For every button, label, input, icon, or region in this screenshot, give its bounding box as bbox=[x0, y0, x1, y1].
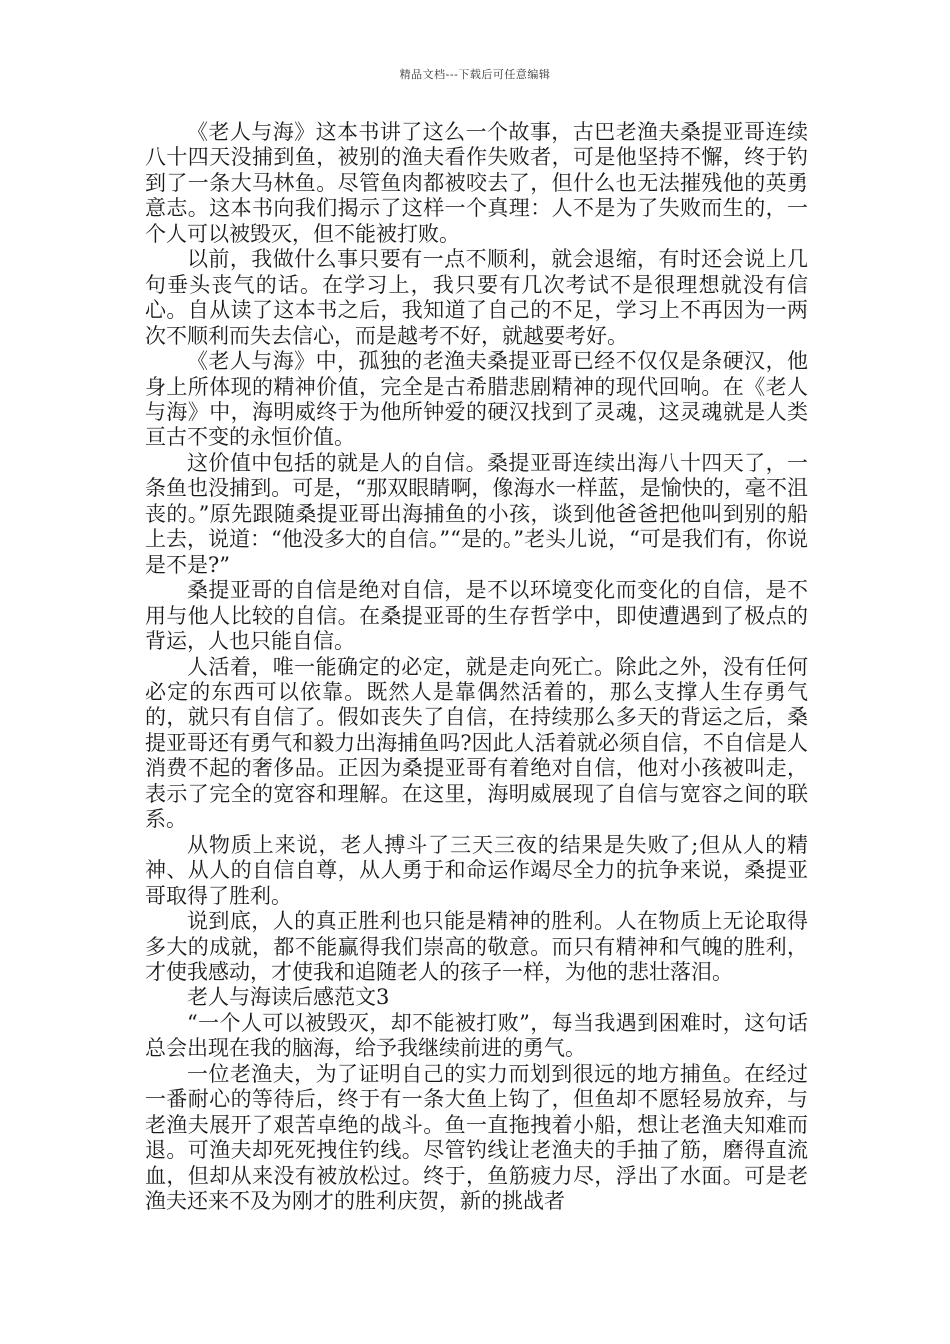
paragraph: 这价值中包括的就是人的自信。桑提亚哥连续出海八十四天了，一条鱼也没捕到。可是，“那双眼睛啊，像海水一样蓝，是愉快的，毫不沮丧的。”原先跟随桑提亚哥出海捕鱼的小孩，谈到他爸爸把他叫到别的船上去，说道：“他没多大的自信。”“是的。”老头儿说，“可是我们有，你说是不是?” bbox=[145, 450, 808, 577]
paragraph: 一位老渔夫，为了证明自己的实力而划到很远的地方捕鱼。在经过一番耐心的等待后，终于有一条大鱼上钩了，但鱼却不愿轻易放弃，与老渔夫展开了艰苦卓绝的战斗。鱼一直拖拽着小船，想让老渔夫知难而退。可渔夫却死死拽住钓线。尽管钓线让老渔夫的手抽了筋，磨得直流血，但却从来没有被放松过。终于，鱼筋疲力尽，浮出了水面。可是老渔夫还来不及为刚才的胜利庆贺，新的挑战者 bbox=[145, 1061, 808, 1214]
paragraph: 说到底，人的真正胜利也只能是精神的胜利。人在物质上无论取得多大的成就，都不能赢得我们崇高的敬意。而只有精神和气魄的胜利，才使我感动，才使我和追随老人的孩子一样，为他的悲壮落泪。 bbox=[145, 909, 808, 984]
document-body bbox=[145, 120, 808, 1214]
paragraph: “一个人可以被毁灭，却不能被打败”，每当我遇到困难时，这句话总会出现在我的脑海，给予我继续前进的勇气。 bbox=[145, 1010, 808, 1061]
paragraph: 《老人与海》这本书讲了这么一个故事，古巴老渔夫桑提亚哥连续八十四天没捕到鱼，被别的渔夫看作失败者，可是他坚持不懈，终于钓到了一条大马林鱼。尽管鱼肉都被咬去了，但什么也无法摧残他的英勇意志。这本书向我们揭示了这样一个真理：人不是为了失败而生的，一个人可以被毁灭，但不能被打败。 bbox=[145, 120, 808, 246]
paragraph: 《老人与海》中，孤独的老渔夫桑提亚哥已经不仅仅是条硬汉，他身上所体现的精神价值，完全是古希腊悲剧精神的现代回响。在《老人与海》中，海明威终于为他所钟爱的硬汉找到了灵魂，这灵魂就是人类亘古不变的永恒价值。 bbox=[145, 349, 808, 450]
paragraph: 桑提亚哥的自信是绝对自信，是不以环境变化而变化的自信，是不用与他人比较的自信。在桑提亚哥的生存哲学中，即使遭遇到了极点的背运，人也只能自信。 bbox=[145, 578, 808, 654]
page-header: 精品文档---下载后可任意编辑 bbox=[399, 68, 551, 81]
section-heading: 老人与海读后感范文3 bbox=[187, 985, 390, 1010]
paragraph: 从物质上来说，老人搏斗了三天三夜的结果是失败了;但从人的精神、从人的自信自尊，从人勇于和命运作竭尽全力的抗争来说，桑提亚哥取得了胜利。 bbox=[145, 832, 808, 908]
paragraph: 人活着，唯一能确定的必定，就是走向死亡。除此之外，没有任何必定的东西可以依靠。既然人是靠偶然活着的，那么支撑人生存勇气的，就只有自信了。假如丧失了自信，在持续那么多天的背运之后，桑提亚哥还有勇气和毅力出海捕鱼吗?因此人活着就必须自信，不自信是人消费不起的奢侈品。正因为桑提亚哥有着绝对自信，他对小孩被叫走，表示了完全的宽容和理解。在这里，海明威展现了自信与宽容之间的联系。 bbox=[145, 654, 808, 832]
paragraph: 以前，我做什么事只要有一点不顺利，就会退缩，有时还会说上几句垂头丧气的话。在学习上，我只要有几次考试不是很理想就没有信心。自从读了这本书之后，我知道了自己的不足，学习上不再因为一两次不顺利而失去信心，而是越考不好，就越要考好。 bbox=[145, 247, 808, 348]
